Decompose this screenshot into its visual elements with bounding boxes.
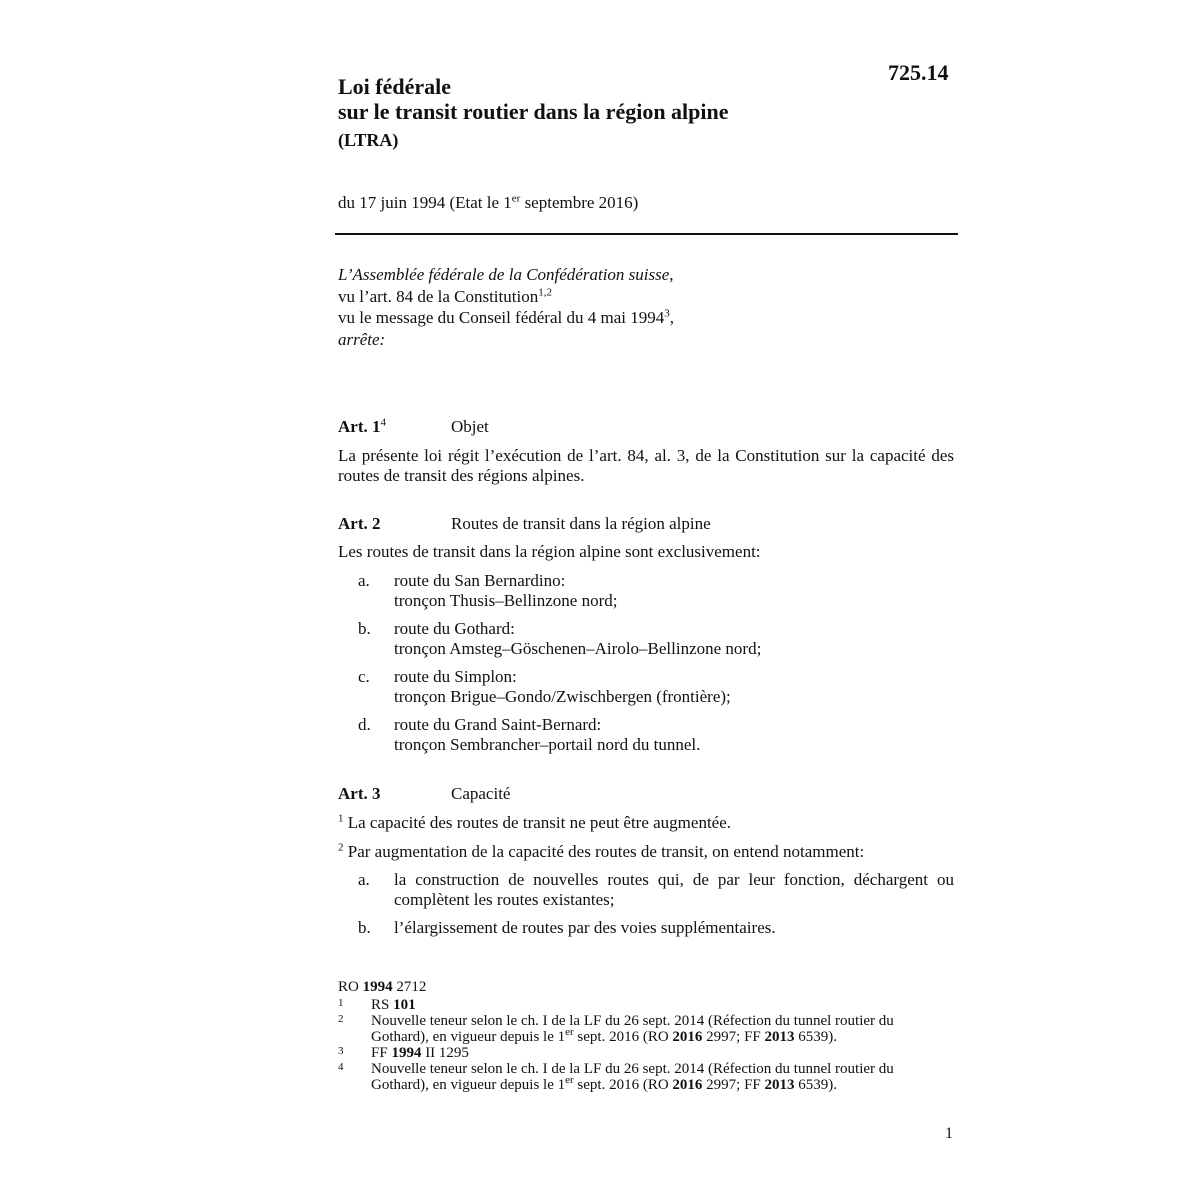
route-name: route du San Bernardino: (394, 571, 566, 590)
paragraph-number: 2 (338, 841, 344, 854)
footnote-text: RS (371, 997, 394, 1013)
footnote-3 (338, 1045, 938, 1061)
route-section: tronçon Thusis–Bellinzone nord; (394, 591, 618, 610)
footnote-number: 3 (338, 1045, 344, 1057)
article-2-title: Routes de transit dans la région alpine (451, 514, 711, 533)
list-item-text (394, 667, 954, 707)
footnote-ref-1-2[interactable]: 1,2 (538, 285, 552, 298)
paragraph-text: La capacité des routes de transit ne peut être augmentée. (347, 813, 732, 832)
article-2-number: Art. 2 (338, 514, 381, 533)
law-abbreviation: (LTRA) (338, 130, 399, 150)
footnote-text: Nouvelle teneur selon le ch. I de la LF du 26 sept. 2014 (Réfection du tunnel routier du Gothard), en vigueur depuis le 1 (371, 1061, 894, 1093)
article-1-heading (338, 417, 489, 437)
preamble-decree: arrête: (338, 329, 386, 349)
law-title-line1: Loi fédérale (338, 74, 452, 99)
list-label: c. (358, 667, 370, 686)
footnote-number: 4 (338, 1061, 344, 1073)
paragraph-text: Par augmentation de la capacité des routes de transit, on entend notamment: (347, 842, 865, 861)
law-date (338, 193, 638, 213)
article-3-paragraph-2 (338, 842, 954, 862)
preamble-message (338, 307, 674, 329)
list-item-text: la construction de nouvelles routes qui, de par leur fonction, déchargent ou complètent les routes existantes; (394, 870, 954, 909)
article-3-paragraph-1 (338, 813, 954, 833)
list-label: d. (358, 715, 371, 734)
footnote-text: 2997; FF (702, 1029, 765, 1045)
footnote-ref-4[interactable]: 4 (380, 416, 386, 429)
list-label: a. (358, 571, 370, 590)
law-title (338, 74, 729, 124)
preamble (338, 264, 674, 350)
footnote-text: 6539). (794, 1077, 838, 1093)
article-3-title: Capacité (451, 784, 511, 803)
route-name: route du Grand Saint-Bernard: (394, 715, 602, 734)
footnote-text: II 1295 (421, 1045, 469, 1061)
footnote-text: FF (371, 1045, 392, 1061)
list-label: b. (358, 918, 371, 937)
date-suffix: septembre 2016) (520, 193, 639, 212)
preamble-message-end: , (669, 308, 674, 327)
date-prefix: du 17 juin 1994 (Etat le 1 (338, 193, 512, 212)
footnote-sup: er (565, 1074, 574, 1086)
list-item-text: l’élargissement de routes par des voies supplémentaires. (394, 918, 776, 937)
route-name: route du Simplon: (394, 667, 517, 686)
ro-page: 2712 (392, 979, 427, 995)
list-label: b. (358, 619, 371, 638)
ro-prefix: RO (338, 979, 363, 995)
article-1-number (338, 417, 451, 437)
header-divider (335, 233, 958, 235)
list-item-text (394, 715, 954, 755)
footnote-2 (338, 1013, 938, 1045)
footnote-bold: 2013 (764, 1029, 795, 1045)
footnote-bold: 1994 (391, 1045, 422, 1061)
footnote-text: 6539). (794, 1029, 838, 1045)
preamble-message-text: vu le message du Conseil fédéral du 4 mai 1994 (338, 308, 665, 327)
route-section: tronçon Amsteg–Göschenen–Airolo–Bellinzone nord; (394, 639, 762, 658)
footnote-4 (338, 1061, 938, 1093)
preamble-constitution-text: vu l’art. 84 de la Constitution (338, 286, 539, 306)
article-1-title: Objet (451, 417, 489, 436)
preamble-constitution (338, 286, 674, 308)
article-2-intro: Les routes de transit dans la région alpine sont exclusivement: (338, 542, 761, 561)
list-item-text (394, 619, 954, 659)
footnote-text: Nouvelle teneur selon le ch. I de la LF du 26 sept. 2014 (Réfection du tunnel routier du Gothard), en vigueur depuis le 1 (371, 1013, 894, 1045)
footnote-text: sept. 2016 (RO (573, 1029, 673, 1045)
footnote-sup: er (565, 1026, 574, 1038)
footnote-bold: 101 (393, 997, 416, 1013)
article-3-number: Art. 3 (338, 784, 381, 803)
article-3-heading (338, 784, 510, 804)
article-2-heading (338, 514, 711, 534)
page-number: 1 (945, 1125, 953, 1142)
footnote-number: 1 (338, 997, 344, 1009)
paragraph-number: 1 (338, 812, 344, 825)
footnote-bold: 2016 (672, 1077, 703, 1093)
footnote-bold: 2013 (764, 1077, 795, 1093)
official-compilation-ref (338, 979, 938, 995)
footnote-bold: 2016 (672, 1029, 703, 1045)
preamble-assembly: L’Assemblée fédérale de la Confédération suisse, (338, 265, 674, 284)
footnote-text: sept. 2016 (RO (573, 1077, 673, 1093)
list-label: a. (358, 870, 370, 889)
route-section: tronçon Sembrancher–portail nord du tunnel. (394, 735, 701, 754)
systematic-number: 725.14 (888, 60, 949, 85)
footnote-ref-3[interactable]: 3 (664, 307, 670, 320)
law-title-line2: sur le transit routier dans la région alpine (338, 99, 729, 124)
list-item-text (394, 571, 954, 611)
footnote-text: 2997; FF (702, 1077, 765, 1093)
footnotes (338, 979, 938, 1093)
ro-year: 1994 (362, 979, 393, 995)
footnote-1 (338, 997, 938, 1013)
date-superscript: er (511, 192, 521, 205)
article-1-text: La présente loi régit l’exécution de l’art. 84, al. 3, de la Constitution sur la capacité des routes de transit des régions alpines. (338, 446, 954, 485)
article-1-number-text: Art. 1 (338, 417, 381, 436)
route-name: route du Gothard: (394, 619, 515, 638)
footnote-number: 2 (338, 1013, 344, 1025)
route-section: tronçon Brigue–Gondo/Zwischbergen (frontière); (394, 687, 731, 706)
